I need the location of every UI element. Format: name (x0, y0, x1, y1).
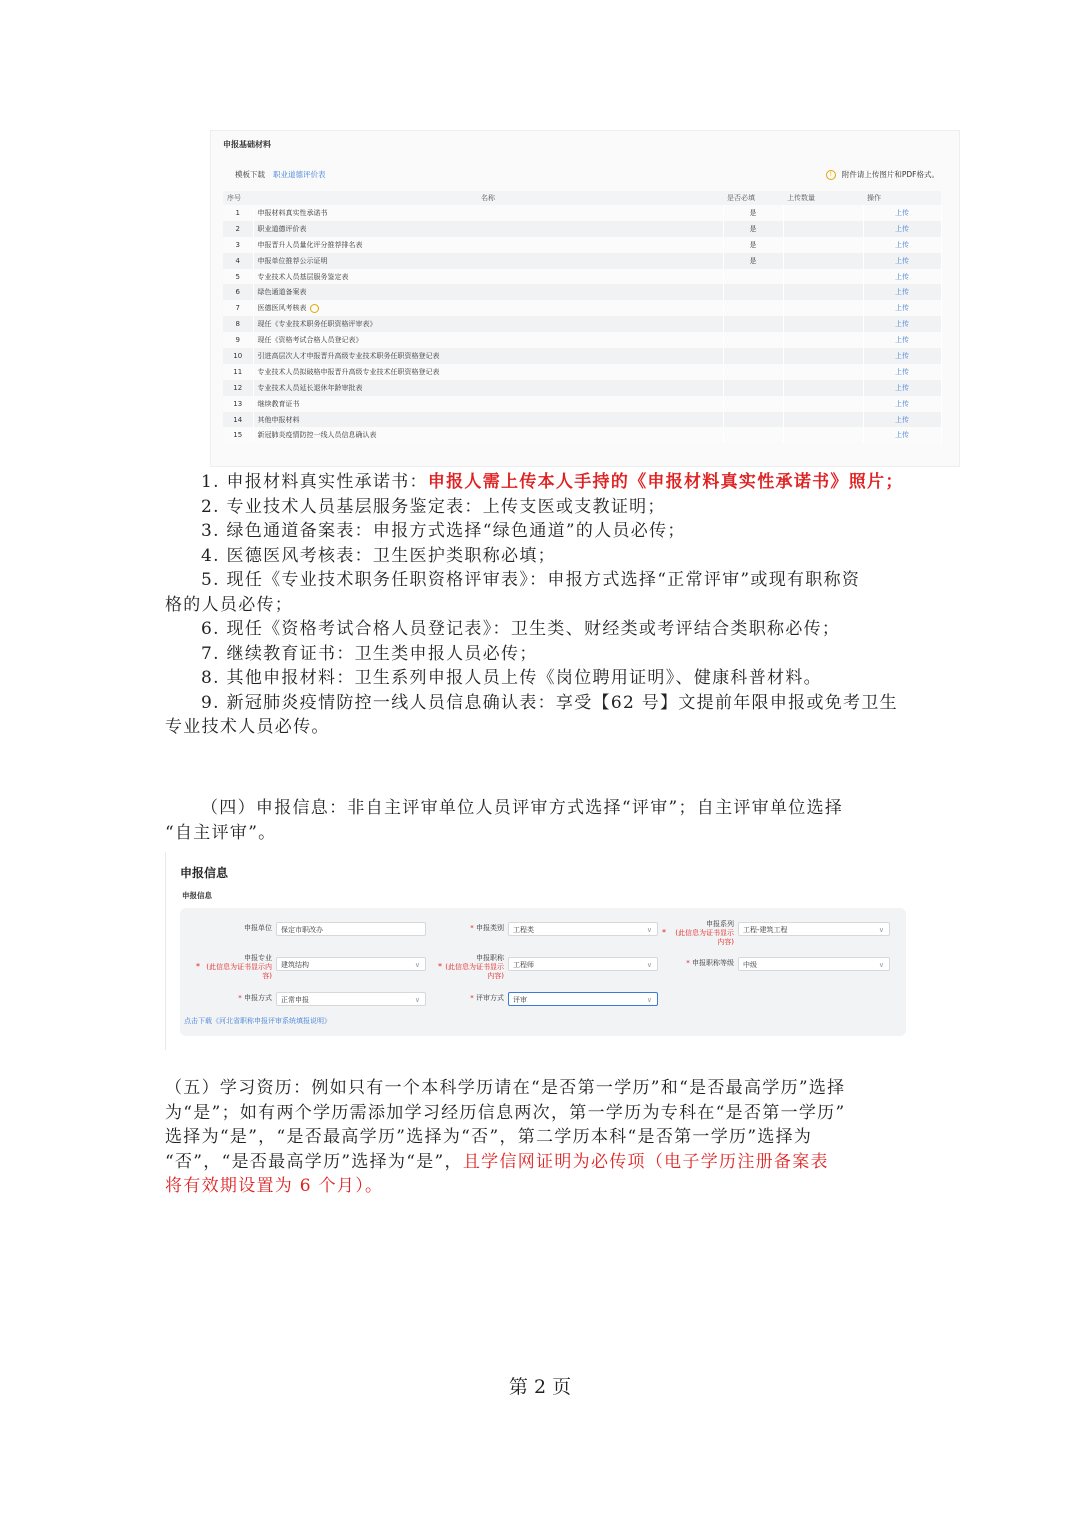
row-no (223, 269, 253, 285)
row-count (783, 380, 863, 396)
upload-link[interactable] (863, 253, 941, 269)
upload-link-text: 上传 (895, 351, 909, 360)
row-name (253, 332, 723, 348)
row-no (223, 253, 253, 269)
upload-link[interactable] (863, 300, 941, 316)
upload-link[interactable] (863, 396, 941, 412)
upload-link-text: 上传 (895, 399, 909, 408)
row-no-text: 3 (235, 240, 240, 249)
row-no-text: 15 (233, 431, 243, 440)
row-required (723, 316, 783, 332)
title-note: (此信息为证书显示内容) (445, 963, 504, 980)
row-name (253, 300, 723, 316)
row-no (223, 396, 253, 412)
chevron-down-icon: ∨ (878, 961, 884, 969)
section-5-line3: 选择为“是”，“是否最高学历”选择为“否”，第二学历本科“是否第一学历”选择为 (165, 1127, 813, 1147)
row-name-text: 专业技术人员基层服务鉴定表 (257, 272, 349, 281)
method-select[interactable] (276, 992, 426, 1006)
table-row (223, 412, 941, 428)
declaration-form-screenshot (165, 852, 911, 1050)
table-row (223, 396, 941, 412)
method-label-text: 申报方式 (244, 994, 272, 1002)
note-9-cont: 专业技术人员必传。 (165, 717, 330, 737)
row-required (723, 237, 783, 253)
series-note: (此信息为证书显示内容) (675, 929, 734, 946)
upload-link-text: 上传 (895, 208, 909, 217)
row-required (723, 221, 783, 237)
note-5-cont: 格的人员必传； (165, 594, 294, 615)
row-name-text: 专业技术人员延长退休年龄审批表 (257, 383, 363, 392)
row-required (723, 284, 783, 300)
note-2: 2. 专业技术人员基层服务鉴定表：上传支医或支教证明； (201, 496, 666, 517)
table-row (223, 253, 941, 269)
note-6: 6. 现任《资格考试合格人员登记表》：卫生类、财经类或考评结合类职称必传； (201, 619, 841, 639)
method-label: * 申报方式 (238, 994, 272, 1002)
title-select[interactable] (508, 957, 658, 971)
row-name-text: 继续教育证书 (257, 399, 300, 408)
row-required (723, 348, 783, 364)
row-count (783, 364, 863, 380)
row-no-text: 9 (235, 336, 240, 345)
row-no (223, 348, 253, 364)
row-required (723, 412, 783, 428)
series-label-text: 申报系列 (706, 920, 734, 928)
row-name (253, 316, 723, 332)
method-value: 正常申报 (281, 996, 309, 1004)
upload-link-text: 上传 (895, 288, 909, 297)
info-icon: ! (826, 170, 836, 180)
row-name-text: 职业道德评价表 (257, 224, 307, 233)
row-no-text: 8 (235, 320, 240, 329)
row-no-text: 12 (233, 383, 243, 392)
row-count (783, 269, 863, 285)
row-count (783, 332, 863, 348)
note-8: 8. 其他申报材料：卫生系列申报人员上传《岗位聘用证明》、健康科普材料。 (201, 668, 822, 688)
upload-link-text: 上传 (895, 304, 909, 313)
row-no (223, 221, 253, 237)
note-1-emphasis: 申报人需上传本人手持的《申报材料真实性承诺书》照片； (427, 472, 904, 492)
row-required (723, 269, 783, 285)
upload-link[interactable] (863, 348, 941, 364)
row-no (223, 380, 253, 396)
chevron-down-icon: ∨ (414, 961, 420, 969)
title-required-icon: * (438, 962, 442, 971)
table-row (223, 427, 941, 443)
level-label-text: 申报职称等级 (692, 959, 734, 967)
row-name-text: 申报单位推荐公示证明 (257, 256, 328, 265)
row-count (783, 253, 863, 269)
row-required (723, 332, 783, 348)
category-label-text: 申报类别 (476, 924, 504, 932)
row-no-text: 1 (235, 208, 240, 217)
instructions-download-link[interactable]: 点击下载《河北省职称申报评审系统填报说明》 (184, 1017, 331, 1025)
section-5-line4 (165, 1150, 915, 1175)
level-label: * 申报职称等级 (686, 959, 734, 967)
row-no-text: 11 (233, 367, 243, 376)
row-no-text: 10 (233, 351, 243, 360)
chevron-down-icon: ∨ (646, 961, 652, 969)
note-1 (165, 470, 915, 495)
note-1-label: 1. 申报材料真实性承诺书： (201, 472, 428, 492)
row-name (253, 237, 723, 253)
col-header-required: 是否必填 (723, 191, 783, 205)
major-label (206, 954, 272, 981)
row-no (223, 412, 253, 428)
major-value: 建筑结构 (281, 961, 309, 969)
col-header-count: 上传数量 (783, 191, 863, 205)
note-4: 4. 医德医风考核表：卫生医护类职称必填； (201, 545, 556, 566)
upload-link-text: 上传 (895, 224, 909, 233)
section-5-line5: 将有效期设置为 6 个月）。 (165, 1176, 384, 1196)
table-row (223, 364, 941, 380)
row-no (223, 427, 253, 443)
table-row (223, 300, 941, 316)
upload-link[interactable] (863, 332, 941, 348)
table-row (223, 269, 941, 285)
table-row (223, 332, 941, 348)
row-name-text: 绿色通道备案表 (257, 288, 307, 297)
row-required-text: 是 (749, 256, 757, 265)
table-row (223, 284, 941, 300)
materials-notes (165, 470, 915, 740)
row-count (783, 396, 863, 412)
materials-screenshot (210, 130, 960, 467)
page-number: 第 2 页 (508, 1376, 572, 1398)
chevron-down-icon: ∨ (646, 996, 652, 1004)
table-row (223, 221, 941, 237)
upload-link-text: 上传 (895, 240, 909, 249)
row-name-text: 引进高层次人才申报晋升高级专业技术职务任职资格登记表 (257, 351, 440, 360)
row-no (223, 284, 253, 300)
row-no (223, 316, 253, 332)
note-9: 9. 新冠肺炎疫情防控一线人员信息确认表：享受【62 号】文提前年限申报或免考卫生 (201, 692, 898, 713)
row-required (723, 396, 783, 412)
upload-link[interactable] (863, 221, 941, 237)
row-name (253, 284, 723, 300)
table-header-row (223, 191, 941, 205)
series-value: 工程-建筑工程 (743, 926, 788, 934)
row-required (723, 253, 783, 269)
category-value: 工程类 (513, 926, 534, 934)
row-no (223, 300, 253, 316)
row-no-text: 2 (235, 224, 240, 233)
upload-link-text: 上传 (895, 272, 909, 281)
row-name (253, 427, 723, 443)
upload-link-text: 上传 (895, 336, 909, 345)
upload-link[interactable] (863, 316, 941, 332)
table-row (223, 237, 941, 253)
attachment-hint-text: 附件请上传图片和PDF格式。 (841, 170, 939, 179)
note-5: 5. 现任《专业技术职务任职资格评审表》：申报方式选择“正常评审”或现有职称资 (201, 570, 861, 590)
row-required (723, 380, 783, 396)
row-count (783, 300, 863, 316)
section-4 (165, 796, 915, 845)
row-count (783, 205, 863, 221)
review-label: * 评审方式 (470, 994, 504, 1002)
row-count (783, 348, 863, 364)
table-row (223, 205, 941, 221)
upload-link-text: 上传 (895, 415, 909, 424)
title-label-text: 申报职称 (476, 954, 504, 962)
unit-label: 申报单位 (244, 924, 272, 932)
series-label (670, 920, 734, 947)
section-5-line4-emphasis: 且学信网证明为必传项（电子学历注册备案表 (462, 1151, 829, 1172)
review-value: 评审 (513, 996, 527, 1004)
row-name (253, 348, 723, 364)
review-select[interactable] (508, 992, 658, 1006)
level-value: 中级 (743, 961, 757, 969)
attachment-hint (826, 169, 939, 180)
row-name (253, 364, 723, 380)
row-required-text: 是 (749, 224, 757, 233)
row-name-text: 申报材料真实性承诺书 (257, 208, 328, 217)
form-title: 申报信息 (180, 866, 229, 880)
col-header-no: 序号 (223, 191, 253, 205)
form-subtitle: 申报信息 (182, 891, 212, 900)
materials-table (223, 191, 942, 443)
row-required-text: 是 (749, 208, 757, 217)
series-select[interactable] (738, 922, 890, 936)
materials-section-title: 申报基础材料 (223, 140, 271, 149)
row-name (253, 412, 723, 428)
materials-toolbar (223, 163, 947, 183)
section-5 (165, 1076, 915, 1199)
row-name (253, 253, 723, 269)
template-download-link[interactable]: 职业道德评价表 (273, 170, 326, 179)
row-name-text: 专业技术人员拟破格申报晋升高级专业技术任职资格登记表 (257, 367, 440, 376)
upload-link[interactable] (863, 412, 941, 428)
row-no-text: 7 (235, 304, 240, 313)
row-count (783, 284, 863, 300)
row-required (723, 364, 783, 380)
row-count (783, 427, 863, 443)
upload-link[interactable] (863, 237, 941, 253)
warning-icon (310, 304, 319, 313)
upload-link[interactable] (863, 269, 941, 285)
title-label (442, 954, 504, 981)
major-required-icon: * (196, 962, 200, 971)
chevron-down-icon: ∨ (646, 926, 652, 934)
upload-link[interactable] (863, 284, 941, 300)
row-name (253, 396, 723, 412)
row-required (723, 300, 783, 316)
note-7: 7. 继续教育证书：卫生类申报人员必传； (201, 643, 538, 664)
series-required-icon: * (662, 928, 666, 937)
title-value: 工程师 (513, 961, 534, 969)
level-select[interactable] (738, 957, 890, 971)
row-name (253, 269, 723, 285)
template-download-label: 模板下载 (235, 170, 265, 179)
row-no-text: 4 (235, 256, 240, 265)
major-label-text: 申报专业 (244, 954, 272, 962)
major-select[interactable] (276, 957, 426, 971)
row-name-text: 新冠肺炎疫情防控一线人员信息确认表 (257, 431, 377, 440)
row-required-text: 是 (749, 240, 757, 249)
review-label-text: 评审方式 (476, 994, 504, 1002)
row-name (253, 205, 723, 221)
section-5-line1: （五）学习资历：例如只有一个本科学历请在“是否第一学历”和“是否最高学历”选择 (165, 1078, 846, 1098)
row-no-text: 5 (235, 272, 240, 281)
row-name-text: 其他申报材料 (257, 415, 300, 424)
section-4-line1: （四）申报信息：非自主评审单位人员评审方式选择“评审”；自主评审单位选择 (201, 798, 844, 818)
upload-link-text: 上传 (895, 256, 909, 265)
row-no (223, 332, 253, 348)
upload-link[interactable] (863, 364, 941, 380)
upload-link-text: 上传 (895, 383, 909, 392)
note-3: 3. 绿色通道备案表：申报方式选择“绿色通道”的人员必传； (201, 521, 686, 541)
row-count (783, 316, 863, 332)
row-no-text: 14 (233, 415, 243, 424)
row-count (783, 221, 863, 237)
table-row (223, 348, 941, 364)
row-count (783, 412, 863, 428)
chevron-down-icon: ∨ (878, 926, 884, 934)
upload-link[interactable] (863, 427, 941, 443)
row-required (723, 205, 783, 221)
table-row (223, 380, 941, 396)
upload-link[interactable] (863, 380, 941, 396)
col-header-name: 名称 (253, 191, 723, 205)
table-row (223, 316, 941, 332)
col-header-action: 操作 (863, 191, 941, 205)
category-select[interactable] (508, 922, 658, 936)
row-no (223, 237, 253, 253)
upload-link-text: 上传 (895, 431, 909, 440)
chevron-down-icon: ∨ (414, 996, 420, 1004)
row-no-text: 6 (235, 288, 240, 297)
row-required (723, 427, 783, 443)
section-5-line4-plain: “否”，“是否最高学历”选择为“是”， (165, 1151, 463, 1172)
row-no (223, 205, 253, 221)
row-no (223, 364, 253, 380)
row-name (253, 221, 723, 237)
row-count (783, 237, 863, 253)
row-name (253, 380, 723, 396)
upload-link-text: 上传 (895, 320, 909, 329)
section-4-line2: “自主评审”。 (165, 822, 277, 843)
section-5-line2: 为“是”；如有两个学历需添加学习经历信息两次，第一学历为专科在“是否第一学历” (165, 1102, 846, 1123)
upload-link-text: 上传 (895, 367, 909, 376)
category-label: * 申报类别 (470, 924, 504, 932)
major-note: (此信息为证书显示内容) (206, 963, 272, 980)
row-name-text: 现任《专业技术职务任职资格评审表》 (257, 320, 377, 329)
row-no-text: 13 (233, 399, 243, 408)
unit-input[interactable]: 保定市职改办 (276, 922, 426, 936)
upload-link[interactable] (863, 205, 941, 221)
row-name-text: 现任《资格考试合格人员登记表》 (257, 336, 363, 345)
row-name-text: 申报晋升人员量化评分推荐排名表 (257, 240, 363, 249)
row-name-text: 医德医风考核表 (257, 304, 307, 313)
